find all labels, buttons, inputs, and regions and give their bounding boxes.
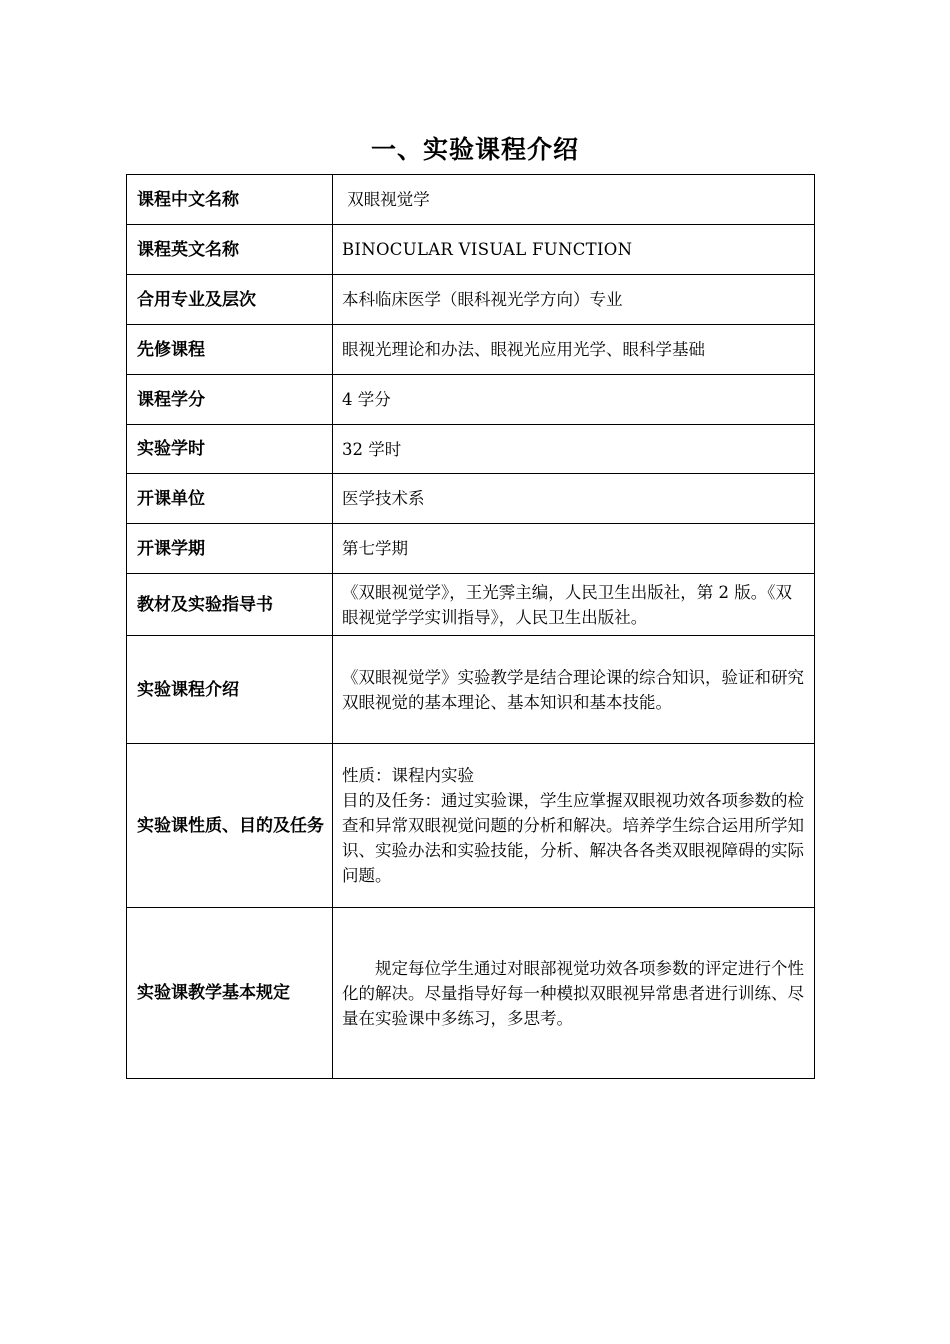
nature-line: 性质：课程内实验 <box>342 766 474 785</box>
row-label: 开课学期 <box>127 524 333 574</box>
row-label: 课程英文名称 <box>127 225 333 275</box>
row-label: 实验课性质、目的及任务 <box>127 744 333 908</box>
row-value: 32 学时 <box>333 425 815 474</box>
row-value: BINOCULAR VISUAL FUNCTION <box>333 225 815 275</box>
row-label: 开课单位 <box>127 474 333 524</box>
row-value: 《双眼视觉学》实验教学是结合理论课的综合知识，验证和研究双眼视觉的基本理论、基本知识和基本技能。 <box>333 636 815 744</box>
row-value: 本科临床医学（眼科视光学方向）专业 <box>333 275 815 325</box>
table-row <box>127 474 815 524</box>
row-value: 双眼视觉学 <box>333 175 815 225</box>
row-value: 第七学期 <box>333 524 815 574</box>
row-value: 《双眼视觉学》，王光霁主编，人民卫生出版社，第 2 版。《双眼视觉学学实训指导》，人民卫生出版社。 <box>333 574 815 636</box>
table-row <box>127 744 815 908</box>
row-value <box>333 744 815 908</box>
row-label: 实验课程介绍 <box>127 636 333 744</box>
table-row <box>127 524 815 574</box>
row-label: 实验课教学基本规定 <box>127 908 333 1079</box>
row-value: 4 学分 <box>333 375 815 425</box>
row-value: 眼视光理论和办法、眼视光应用光学、眼科学基础 <box>333 325 815 375</box>
table-row <box>127 175 815 225</box>
table-row <box>127 325 815 375</box>
table-row <box>127 375 815 425</box>
row-label: 课程学分 <box>127 375 333 425</box>
row-label: 先修课程 <box>127 325 333 375</box>
row-label: 实验学时 <box>127 425 333 474</box>
table-row <box>127 425 815 474</box>
course-info-table <box>126 174 815 1079</box>
page-title: 一、实验课程介绍 <box>370 135 579 164</box>
purpose-text: 目的及任务：通过实验课，学生应掌握双眼视功效各项参数的检查和异常双眼视觉问题的分析和解决。培养学生综合运用所学知识、实验办法和实验技能，分析、解决各各类双眼视障碍的实际问题。 <box>342 791 804 885</box>
table-row <box>127 574 815 636</box>
row-value: 医学技术系 <box>333 474 815 524</box>
row-value: 规定每位学生通过对眼部视觉功效各项参数的评定进行个性化的解决。尽量指导好每一种模拟双眼视异常患者进行训练、尽量在实验课中多练习，多思考。 <box>333 908 815 1079</box>
table-row <box>127 225 815 275</box>
table-row <box>127 636 815 744</box>
row-label: 课程中文名称 <box>127 175 333 225</box>
row-label: 合用专业及层次 <box>127 275 333 325</box>
table-row <box>127 275 815 325</box>
row-label: 教材及实验指导书 <box>127 574 333 636</box>
table-row <box>127 908 815 1079</box>
